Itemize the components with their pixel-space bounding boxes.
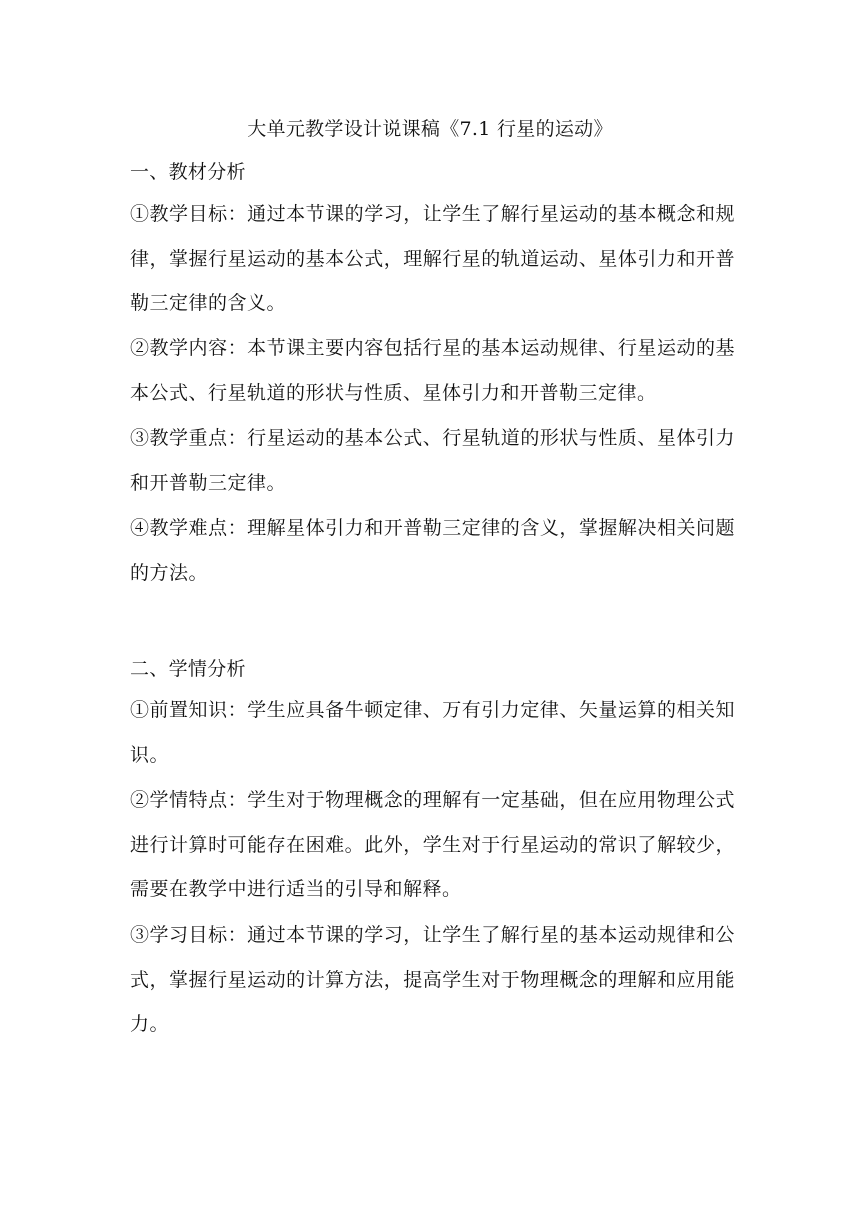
paragraph-teaching-content: ②教学内容：本节课主要内容包括行星的基本运动规律、行星运动的基本公式、行星轨道的形状与性质、星体引力和开普勒三定律。 xyxy=(130,337,735,404)
document-title: 大单元教学设计说课稿《7.1 行星的运动》 xyxy=(247,118,613,140)
paragraph-learner-characteristics: ②学情特点：学生对于物理概念的理解有一定基础，但在应用物理公式进行计算时可能存在困难。此外，学生对于行星运动的常识了解较少，需要在教学中进行适当的引导和解释。 xyxy=(130,789,735,900)
paragraph-teaching-difficulties: ④教学难点：理解星体引力和开普勒三定律的含义，掌握解决相关问题的方法。 xyxy=(130,517,735,584)
paragraph-teaching-objectives: ①教学目标：通过本节课的学习，让学生了解行星运动的基本概念和规律，掌握行星运动的基本公式，理解行星的轨道运动、星体引力和开普勒三定律的含义。 xyxy=(130,203,735,314)
section-heading-textbook-analysis: 一、教材分析 xyxy=(130,161,246,183)
paragraph-learning-objectives: ③学习目标：通过本节课的学习，让学生了解行星的基本运动规律和公式，掌握行星运动的计算方法，提高学生对于物理概念的理解和应用能力。 xyxy=(130,924,735,1035)
section-heading-learner-analysis: 二、学情分析 xyxy=(130,658,246,680)
paragraph-prior-knowledge: ①前置知识：学生应具备牛顿定律、万有引力定律、矢量运算的相关知识。 xyxy=(130,699,735,766)
paragraph-teaching-key-points: ③教学重点：行星运动的基本公式、行星轨道的形状与性质、星体引力和开普勒三定律。 xyxy=(130,427,735,494)
